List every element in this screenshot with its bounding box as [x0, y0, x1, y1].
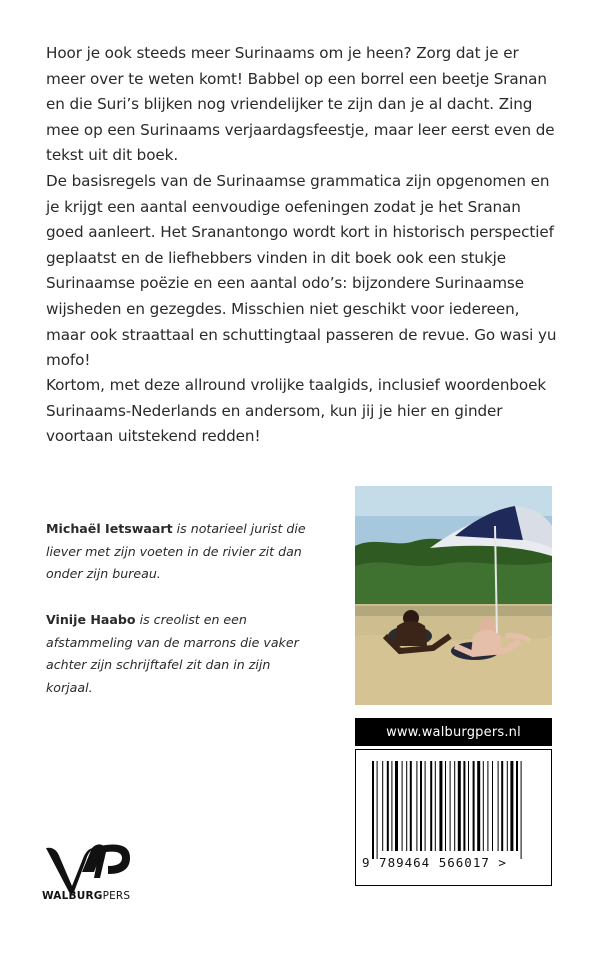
barcode-bar — [430, 761, 432, 851]
barcode-bar — [410, 761, 412, 851]
barcode-bar — [435, 761, 436, 851]
barcode-bar — [487, 761, 488, 851]
barcode-bar — [463, 761, 465, 851]
barcode-bar — [468, 761, 469, 851]
barcode-bar — [406, 761, 407, 851]
author-name-2: Vinije Haabo — [46, 612, 136, 627]
blurb-paragraph-2: De basisregels van de Surinaamse grammatica zijn opgenomen en je krijgt een aantal eenvoudige oefeningen zodat je het Sranan goed aanleert. Het Sranantongo wordt kort in historisch perspectief geplaatst en de liefhebbers vinden in dit boek ook een stukje Surinaamse poëzie en een aantal odo’s: bijzondere Surinaamse wijsheden en gezegdes. Misschien niet geschikt voor iedereen, maar ook straattaal en schuttingtaal passeren de revue. Go wasi yu mofo! — [46, 172, 557, 370]
barcode-bar — [387, 761, 389, 851]
barcode-bar — [425, 761, 426, 851]
barcode-bar — [445, 761, 446, 851]
barcode-bar — [439, 761, 442, 851]
blurb-paragraph-1: Hoor je ook steeds meer Surinaams om je heen? Zorg dat je er meer over te weten komt! Babbel op een borrel een beetje Sranan en die Suri’s blijken nog vriendelijker te zijn dan je al dacht. Zing mee op een Surinaams verjaardagsfeestje, maar leer eerst even de tekst uit dit boek. — [46, 44, 555, 165]
author-description-2: is creolist en een afstammeling van de marrons die vaker achter zijn schrijftafel zit dan in zijn korjaal. — [46, 612, 299, 695]
barcode-bars — [372, 761, 538, 859]
logo-text-light: PERS — [102, 890, 131, 902]
isbn-number: 9 789464 566017 > — [362, 855, 507, 870]
barcode-bar — [477, 761, 480, 851]
barcode-bar — [382, 761, 383, 851]
barcode-bar — [483, 761, 484, 851]
barcode-bar — [473, 761, 475, 851]
barcode-bar — [521, 761, 522, 859]
author-description-1: is notarieel jurist die liever met zijn voeten in de rivier zit dan onder zijn bureau. — [46, 521, 306, 581]
blurb-paragraph-3: Kortom, met deze allround vrolijke taalgids, inclusief woordenboek Surinaams-Nederlands en andersom, kun jij je hier en ginder voortaan uitstekend redden! — [46, 376, 547, 446]
barcode-bar — [498, 761, 499, 851]
barcode-bar — [395, 761, 398, 851]
publisher-logo-text — [42, 890, 130, 902]
barcode-bar — [391, 761, 392, 851]
barcode-bar — [458, 761, 461, 851]
author-photo — [355, 486, 552, 705]
barcode-bar — [372, 761, 374, 859]
barcode-bar — [492, 761, 493, 851]
barcode-bar — [377, 761, 378, 859]
publisher-url: www.walburgpers.nl — [355, 718, 552, 746]
barcode-bar — [420, 761, 422, 851]
logo-text-bold: WALBURG — [42, 890, 103, 902]
author-bio-1 — [46, 518, 316, 586]
barcode-bar — [516, 761, 518, 851]
barcode-bar — [402, 761, 403, 851]
barcode-bar — [454, 761, 455, 851]
barcode-bar — [510, 761, 513, 851]
isbn-barcode — [355, 749, 552, 886]
author-name-1: Michaël Ietswaart — [46, 521, 173, 536]
barcode-bar — [416, 761, 417, 851]
barcode-bar — [501, 761, 503, 851]
author-bio-2 — [46, 609, 316, 699]
barcode-bar — [450, 761, 451, 851]
barcode-bar — [507, 761, 508, 851]
